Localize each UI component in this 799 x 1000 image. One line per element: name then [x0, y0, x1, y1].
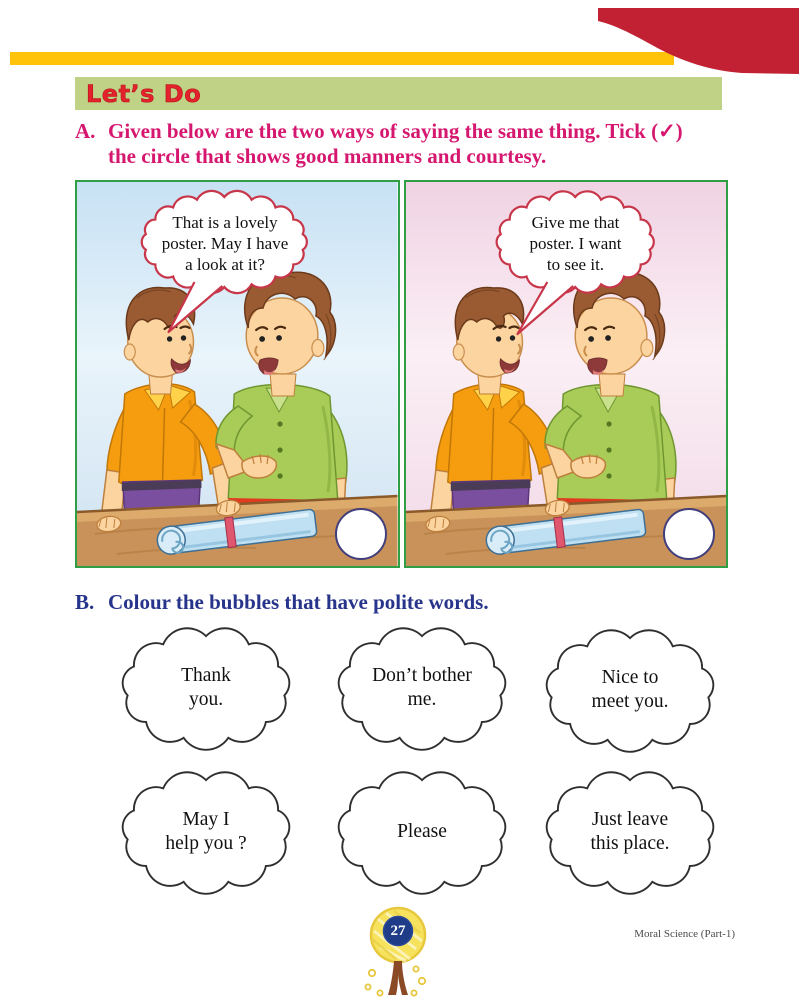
cloud-text: Thank you.: [181, 665, 231, 710]
word-cloud-just-leave[interactable]: [534, 766, 726, 898]
bubble-line: poster. May I have: [161, 233, 289, 253]
section-b-instruction: Colour the bubbles that have polite words.: [108, 590, 489, 614]
book-title: Moral Science (Part-1): [634, 928, 735, 940]
section-a-label: A.: [75, 119, 96, 143]
panel-polite: [75, 180, 400, 568]
lets-do-header: [75, 77, 722, 110]
bubble-line: Give me that: [531, 212, 620, 232]
section-b-label: B.: [75, 590, 95, 614]
section-a-heading: [75, 119, 735, 169]
tick-circle-impolite[interactable]: [663, 508, 715, 560]
cloud-text: May I help you ?: [165, 809, 247, 854]
tick-circle-polite[interactable]: [335, 508, 387, 560]
speech-bubble-text-polite: [147, 198, 303, 288]
bubble-line: That is a lovely: [172, 212, 278, 232]
bubble-line: a look at it?: [185, 254, 265, 274]
word-cloud-thank-you[interactable]: [110, 622, 302, 754]
cloud-text: Just leave this place.: [590, 809, 670, 854]
section-a-line2: the circle that shows good manners and courtesy.: [108, 144, 547, 168]
cloud-text: Nice to meet you.: [591, 667, 669, 712]
page-number: 27: [390, 923, 406, 939]
word-cloud-may-i-help[interactable]: [110, 766, 302, 898]
bubble-line: poster. I want: [529, 233, 622, 253]
lets-do-title: Let’s Do: [86, 79, 202, 108]
section-a-line1: Given below are the two ways of saying the same thing. Tick (✓): [108, 119, 683, 143]
panel-impolite: [404, 180, 729, 568]
speech-bubble-text-impolite: [502, 198, 650, 288]
word-cloud-dont-bother[interactable]: [326, 622, 518, 754]
bubble-line: to see it.: [546, 254, 605, 274]
page-number-tree-icon: [358, 903, 438, 998]
word-cloud-please[interactable]: [326, 766, 518, 898]
word-cloud-nice-to-meet[interactable]: [534, 624, 726, 756]
comparison-panels: [75, 180, 728, 568]
cloud-text: Don’t bother me.: [372, 665, 472, 710]
section-b-heading: [75, 590, 735, 615]
cloud-text: Please: [397, 821, 447, 842]
section-a-instruction: [108, 119, 683, 169]
